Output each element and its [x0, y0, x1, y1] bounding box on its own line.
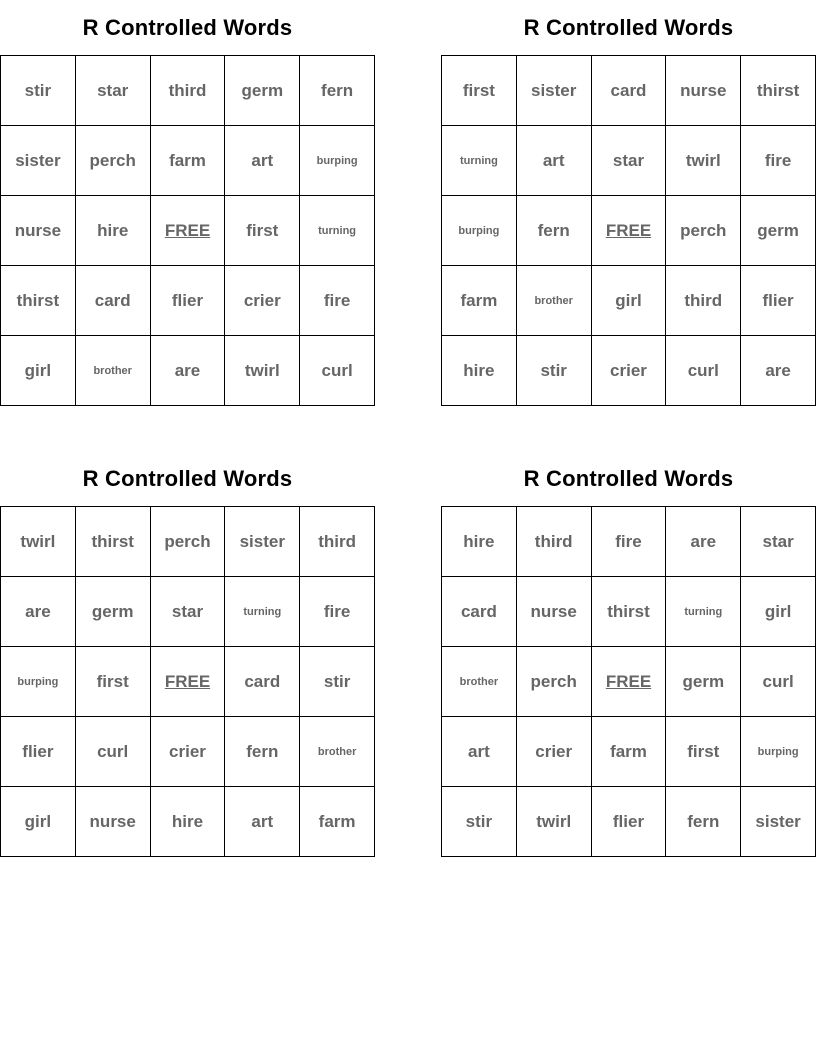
card-title: R Controlled Words [82, 15, 293, 40]
word-cell: fire [741, 126, 816, 196]
word-cell: art [517, 126, 592, 196]
bingo-card-4 [441, 451, 816, 831]
word-cell: curl [300, 336, 375, 406]
word-cell: thirst [76, 507, 151, 577]
word-cell: nurse [666, 56, 741, 126]
word-cell: nurse [76, 787, 151, 857]
bingo-grid [0, 506, 375, 857]
word-cell: brother [76, 336, 151, 406]
word-cell: perch [666, 196, 741, 266]
word-cell: card [225, 647, 300, 717]
word-cell: girl [1, 336, 76, 406]
word-cell: first [442, 56, 517, 126]
word-cell: sister [1, 126, 76, 196]
word-cell: turning [300, 196, 375, 266]
word-cell: thirst [592, 577, 667, 647]
word-cell: stir [300, 647, 375, 717]
word-cell: hire [151, 787, 226, 857]
free-space: FREE [151, 647, 226, 717]
word-cell: stir [517, 336, 592, 406]
word-cell: turning [666, 577, 741, 647]
word-cell: flier [741, 266, 816, 336]
word-cell: first [76, 647, 151, 717]
word-cell: twirl [225, 336, 300, 406]
word-cell: sister [741, 787, 816, 857]
word-cell: sister [517, 56, 592, 126]
word-cell: third [666, 266, 741, 336]
word-cell: twirl [666, 126, 741, 196]
word-cell: card [76, 266, 151, 336]
free-space: FREE [592, 647, 667, 717]
word-cell: fern [666, 787, 741, 857]
word-cell: twirl [1, 507, 76, 577]
word-cell: fern [300, 56, 375, 126]
word-cell: burping [442, 196, 517, 266]
word-cell: card [442, 577, 517, 647]
word-cell: fern [517, 196, 592, 266]
word-cell: third [517, 507, 592, 577]
word-cell: are [151, 336, 226, 406]
word-cell: card [592, 56, 667, 126]
word-cell: girl [592, 266, 667, 336]
word-cell: perch [151, 507, 226, 577]
word-cell: germ [225, 56, 300, 126]
word-cell: star [151, 577, 226, 647]
word-cell: flier [151, 266, 226, 336]
word-cell: girl [1, 787, 76, 857]
word-cell: burping [741, 717, 816, 787]
word-cell: girl [741, 577, 816, 647]
card-title: R Controlled Words [523, 15, 734, 40]
word-cell: third [151, 56, 226, 126]
free-space: FREE [592, 196, 667, 266]
word-cell: turning [442, 126, 517, 196]
word-cell: germ [741, 196, 816, 266]
word-cell: farm [300, 787, 375, 857]
word-cell: curl [741, 647, 816, 717]
word-cell: star [76, 56, 151, 126]
word-cell: fire [592, 507, 667, 577]
bingo-grid [0, 55, 375, 406]
word-cell: burping [1, 647, 76, 717]
word-cell: nurse [1, 196, 76, 266]
word-cell: nurse [517, 577, 592, 647]
word-cell: twirl [517, 787, 592, 857]
word-cell: art [225, 787, 300, 857]
bingo-card-2 [441, 0, 816, 380]
bingo-grid [441, 55, 816, 406]
word-cell: first [666, 717, 741, 787]
word-cell: burping [300, 126, 375, 196]
word-cell: hire [442, 507, 517, 577]
word-cell: first [225, 196, 300, 266]
word-cell: brother [517, 266, 592, 336]
word-cell: are [741, 336, 816, 406]
word-cell: farm [592, 717, 667, 787]
card-title: R Controlled Words [523, 466, 734, 491]
word-cell: crier [151, 717, 226, 787]
word-cell: fire [300, 577, 375, 647]
word-cell: art [442, 717, 517, 787]
card-title: R Controlled Words [82, 466, 293, 491]
word-cell: flier [1, 717, 76, 787]
word-cell: germ [666, 647, 741, 717]
word-cell: fire [300, 266, 375, 336]
word-cell: curl [76, 717, 151, 787]
word-cell: are [666, 507, 741, 577]
word-cell: turning [225, 577, 300, 647]
word-cell: germ [76, 577, 151, 647]
word-cell: brother [300, 717, 375, 787]
word-cell: thirst [741, 56, 816, 126]
word-cell: stir [442, 787, 517, 857]
word-cell: sister [225, 507, 300, 577]
word-cell: curl [666, 336, 741, 406]
word-cell: star [592, 126, 667, 196]
bingo-grid [441, 506, 816, 857]
bingo-card-3 [0, 451, 375, 831]
word-cell: brother [442, 647, 517, 717]
word-cell: crier [225, 266, 300, 336]
word-cell: crier [592, 336, 667, 406]
bingo-card-1 [0, 0, 375, 380]
word-cell: fern [225, 717, 300, 787]
word-cell: perch [76, 126, 151, 196]
word-cell: perch [517, 647, 592, 717]
word-cell: flier [592, 787, 667, 857]
word-cell: thirst [1, 266, 76, 336]
free-space: FREE [151, 196, 226, 266]
word-cell: third [300, 507, 375, 577]
word-cell: hire [76, 196, 151, 266]
word-cell: stir [1, 56, 76, 126]
word-cell: are [1, 577, 76, 647]
word-cell: farm [442, 266, 517, 336]
word-cell: farm [151, 126, 226, 196]
word-cell: art [225, 126, 300, 196]
word-cell: crier [517, 717, 592, 787]
word-cell: star [741, 507, 816, 577]
word-cell: hire [442, 336, 517, 406]
